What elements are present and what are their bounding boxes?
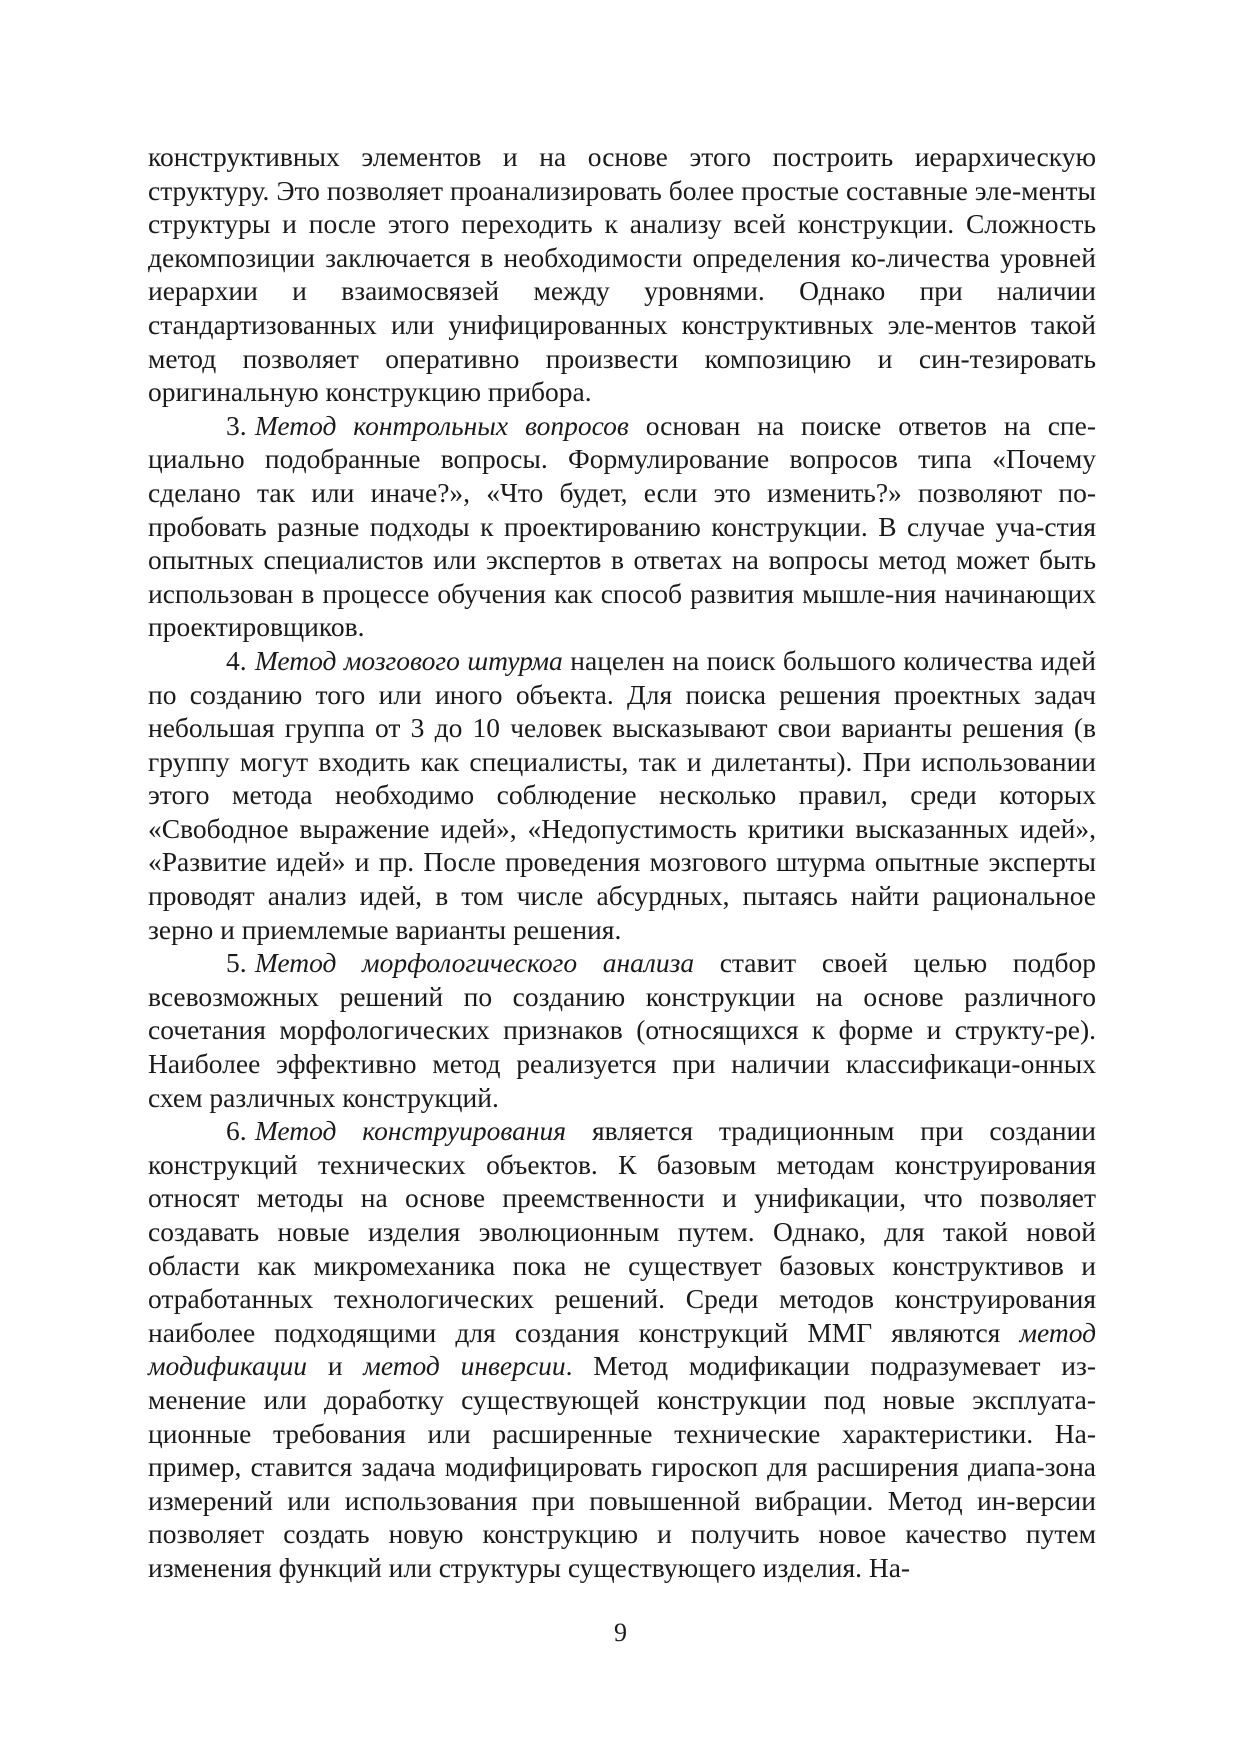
paragraph-method-6 <box>148 1114 1096 1584</box>
method-title: Метод морфологического анализа <box>254 947 695 979</box>
paragraph-text: конструктивных элементов и на основе этого построить иерархическую структуру. Это позволяет проанализировать более простые составные эле-менты структуры и после этого переходить к анализу всей конструкции. Сложность декомпозиции заключается в необходимости определения ко-личества уровней иерархии и взаимосвязей между уровнями. Однако при наличии стандартизованных или унифицированных конструктивных эле-ментов такой метод позволяет оперативно произвести композицию и син-тезировать оригинальную конструкцию прибора. <box>148 141 1096 408</box>
paragraph-text: . Метод модификации подразумевает из-менение или доработку существующей конструкции под новые эксплуата-ционные требования или расширенные технические характеристики. На-пример, ставится задача модифицировать гироскоп для расширения диапа-зона измерений или использования при повышенной вибрации. Метод ин-версии позволяет создать новую конструкцию и получить новое качество путем изменения функций или структуры существующего изделия. На- <box>148 1350 1097 1583</box>
paragraph-number: 3. <box>226 409 247 441</box>
method-title: Метод мозгового штурма <box>254 644 563 676</box>
method-modification-term: метод модификации <box>148 1316 1096 1382</box>
paragraph-number: 5. <box>226 947 247 979</box>
page-number: 9 <box>614 1618 627 1647</box>
paragraph-method-5 <box>148 946 1096 1114</box>
document-page <box>148 140 1096 1585</box>
paragraph-continuation <box>148 140 1096 409</box>
paragraph-method-4 <box>148 644 1096 946</box>
method-title: Метод контрольных вопросов <box>254 409 629 441</box>
paragraph-text: ставит своей целью подбор всевозможных решений по созданию конструкции на основе различного сочетания морфологических признаков (относящихся к форме и структу-ре). Наиболее эффективно метод реализуется при наличии классификаци-онных схем различных конструкций. <box>148 947 1096 1113</box>
paragraph-number: 4. <box>226 644 247 676</box>
paragraph-text: основан на поиске ответов на спе-циально подобранные вопросы. Формулирование вопросов типа «Почему сделано так или иначе?», «Что будет, если это изменить?» позволяют по-пробовать разные подходы к проектированию конструкции. В случае уча-стия опытных специалистов или экспертов в ответах на вопросы метод может быть использован в процессе обучения как способ развития мышле-ния начинающих проектировщиков. <box>148 409 1096 643</box>
paragraph-text: нацелен на поиск большого количества идей по созданию того или иного объекта. Для поиска решения проектных задач небольшая группа от 3 до 10 человек высказывают свои варианты решения (в группу могут входить как специалисты, так и дилетанты). При использовании этого метода необходимо соблюдение несколько правил, среди которых «Свободное выражение идей», «Недопустимость критики высказанных идей», «Развитие идей» и пр. После проведения мозгового штурма опытные эксперты проводят анализ идей, в том числе абсурдных, пытаясь найти рациональное зерно и приемлемые варианты решения. <box>148 644 1096 945</box>
paragraph-number: 6. <box>226 1115 247 1147</box>
paragraph-text: и <box>307 1350 364 1382</box>
method-title: Метод конструирования <box>254 1115 567 1147</box>
paragraph-method-3 <box>148 409 1096 644</box>
paragraph-text: является традиционным при создании конструкций технических объектов. К базовым методам конструирования относят методы на основе преемственности и унификации, что позволяет создавать новые изделия эволюционным путем. Однако, для такой новой области как микромеханика пока не существует базовых конструктивов и отработанных технологических решений. Среди методов конструирования наиболее подходящими для создания конструкций ММГ являются <box>148 1115 1096 1348</box>
method-inversion-term: метод инверсии <box>363 1350 566 1382</box>
